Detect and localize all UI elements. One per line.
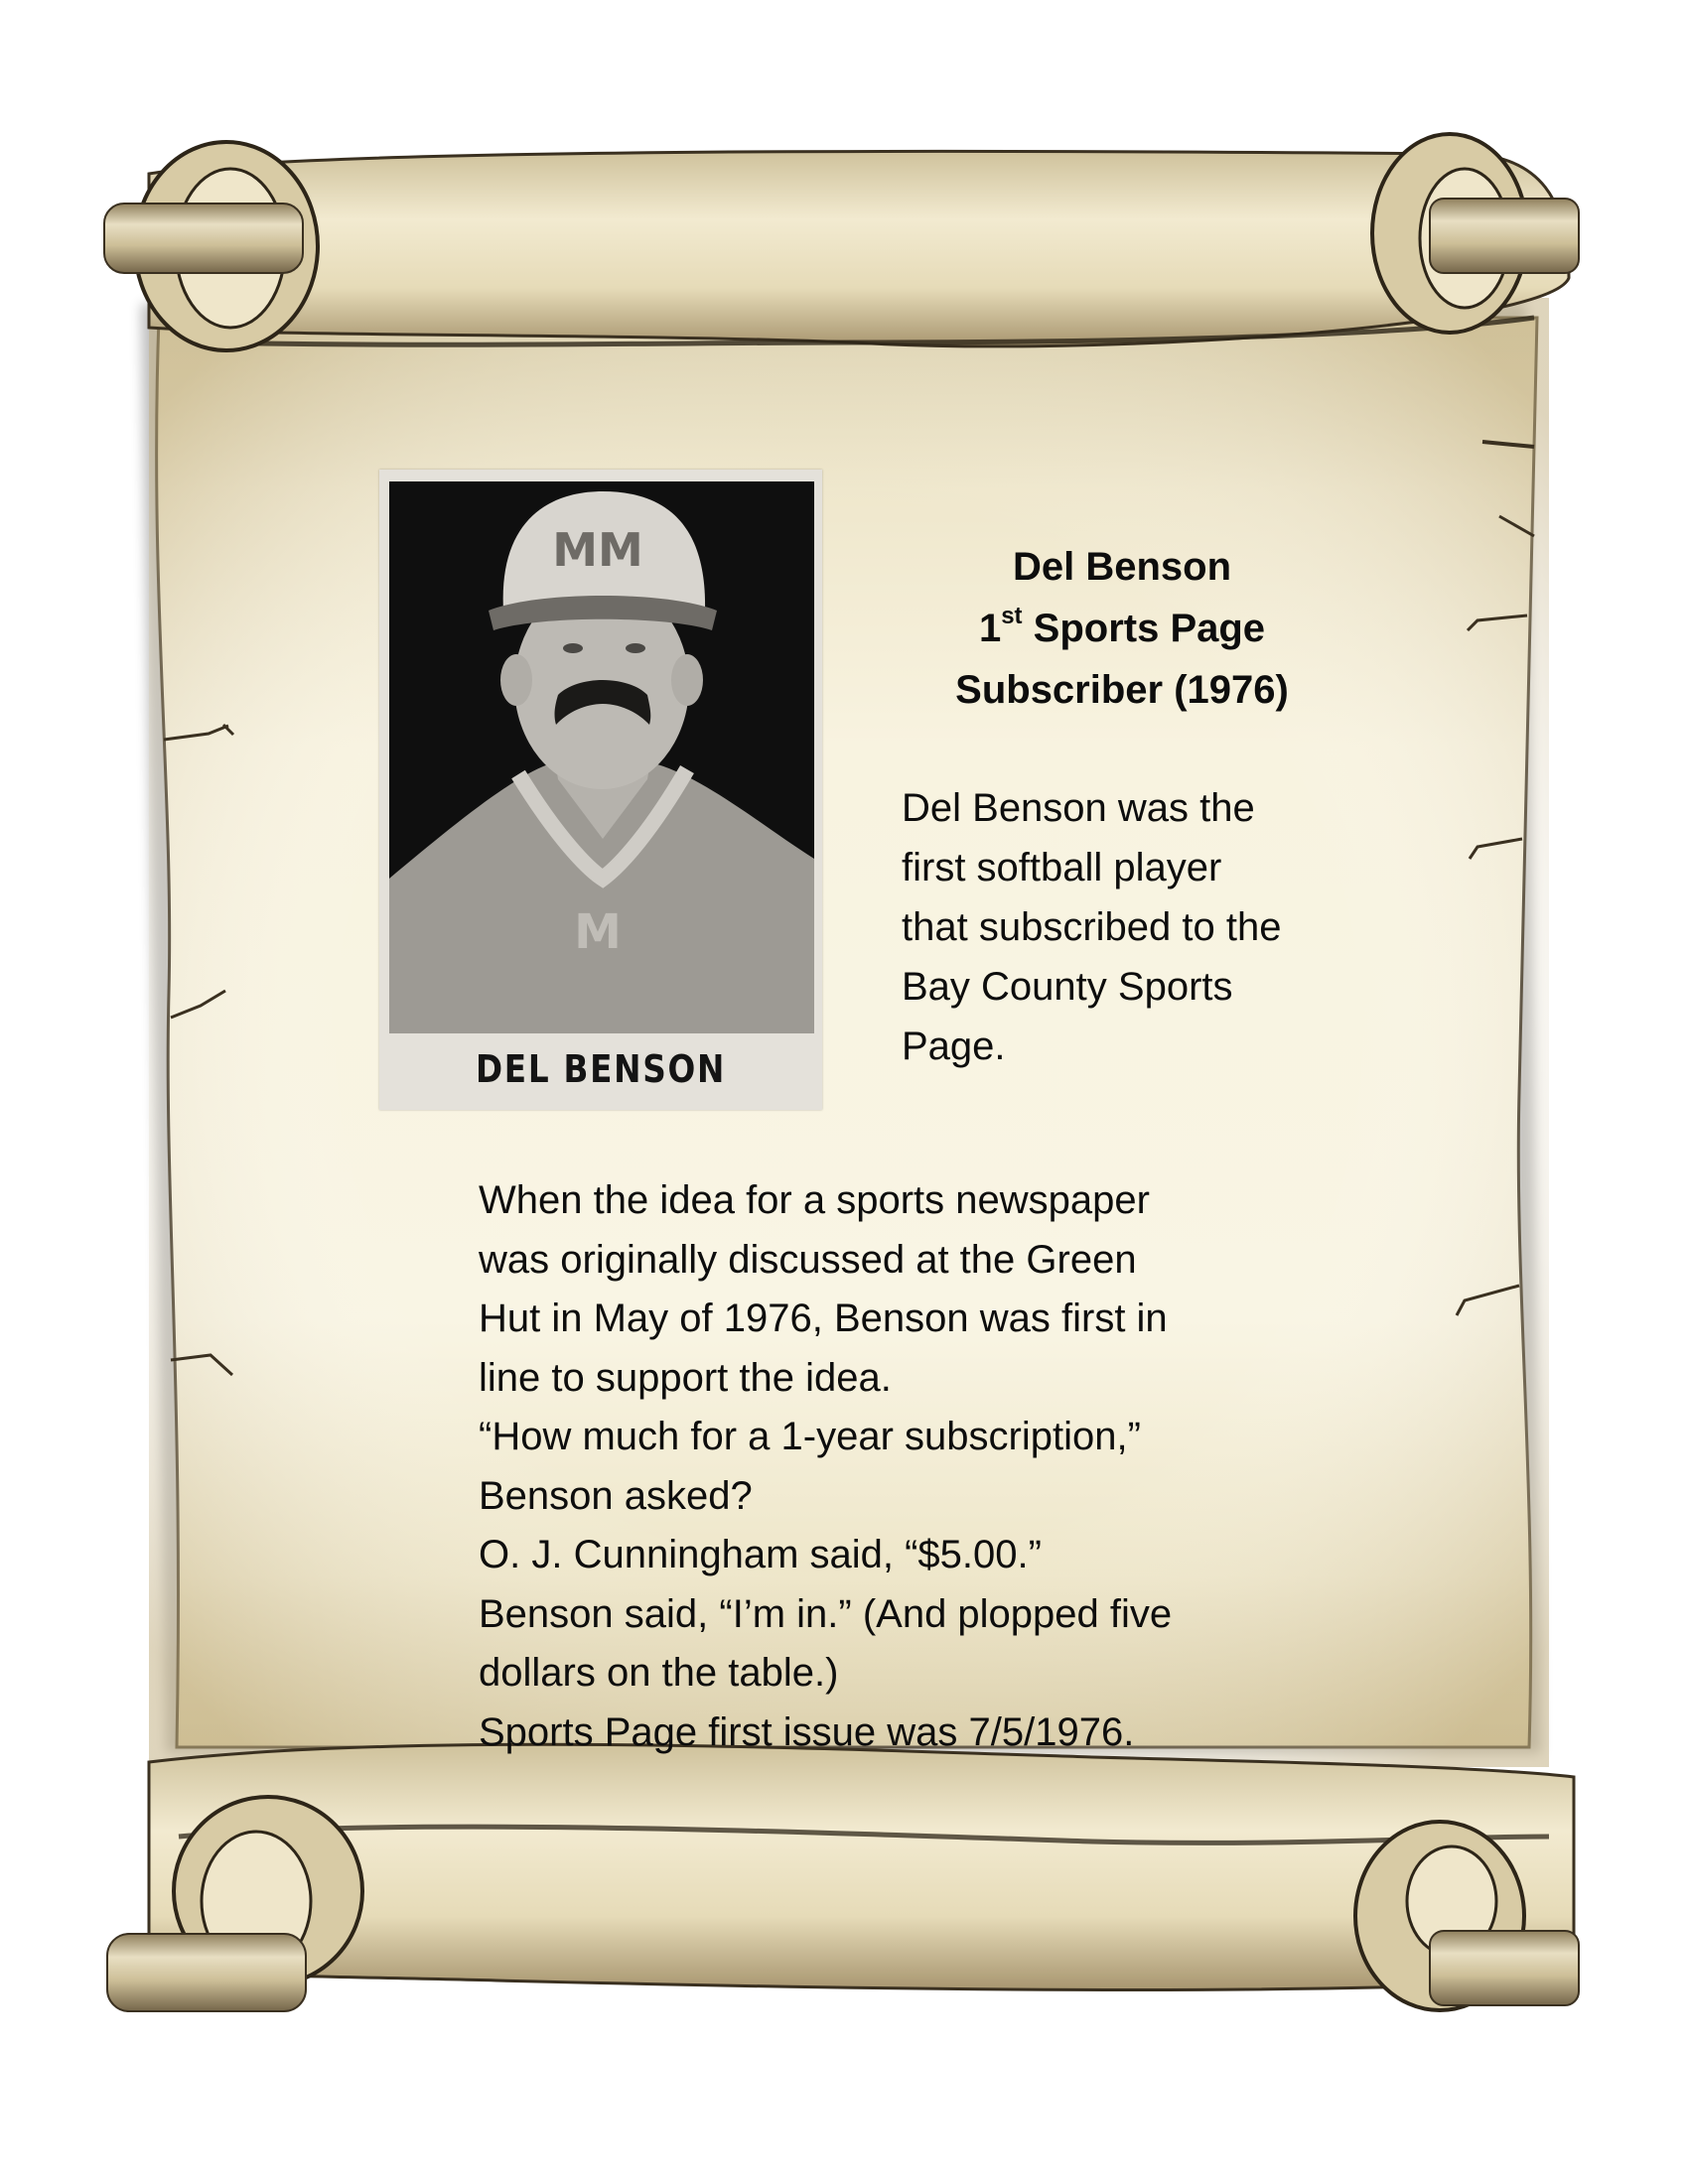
story-line: O. J. Cunningham said, “$5.00.” — [479, 1533, 1042, 1576]
headline — [894, 536, 1350, 721]
ordinal-suffix: st — [1001, 602, 1023, 629]
photo-caption: DEL BENSON — [475, 1047, 727, 1091]
story-line: Benson said, “I’m in.” (And plopped five — [479, 1591, 1173, 1636]
story-line: line to support the idea. — [479, 1355, 892, 1400]
portrait-illustration — [389, 481, 814, 1033]
intro-line: Del Benson was the — [902, 786, 1255, 830]
intro-line: that subscribed to the — [902, 905, 1282, 949]
headline-name: Del Benson — [1012, 545, 1232, 589]
headline-subtitle: 1st Sports Page — [978, 602, 1266, 650]
svg-text:MM: MM — [552, 523, 643, 577]
svg-text:M: M — [574, 904, 622, 960]
intro-line: Bay County Sports — [902, 965, 1233, 1009]
intro-line: first softball player — [902, 846, 1222, 889]
story-line: When the idea for a sports newspaper — [479, 1178, 1150, 1222]
story-line: dollars on the table.) — [479, 1651, 839, 1695]
photo-image — [389, 481, 814, 1033]
story-line: Hut in May of 1976, Benson was first in — [479, 1297, 1168, 1340]
story-paragraph — [479, 1171, 1333, 1762]
intro-line: Page. — [902, 1024, 1006, 1068]
story-line: Benson asked? — [479, 1473, 753, 1518]
intro-paragraph — [902, 778, 1378, 1076]
headline-subscriber-year: Subscriber (1976) — [955, 668, 1289, 712]
story-line: “How much for a 1-year subscription,” — [479, 1415, 1141, 1458]
player-photo — [379, 470, 822, 1110]
story-line: Sports Page first issue was 7/5/1976. — [479, 1709, 1135, 1754]
story-line: was originally discussed at the Green — [479, 1237, 1137, 1282]
